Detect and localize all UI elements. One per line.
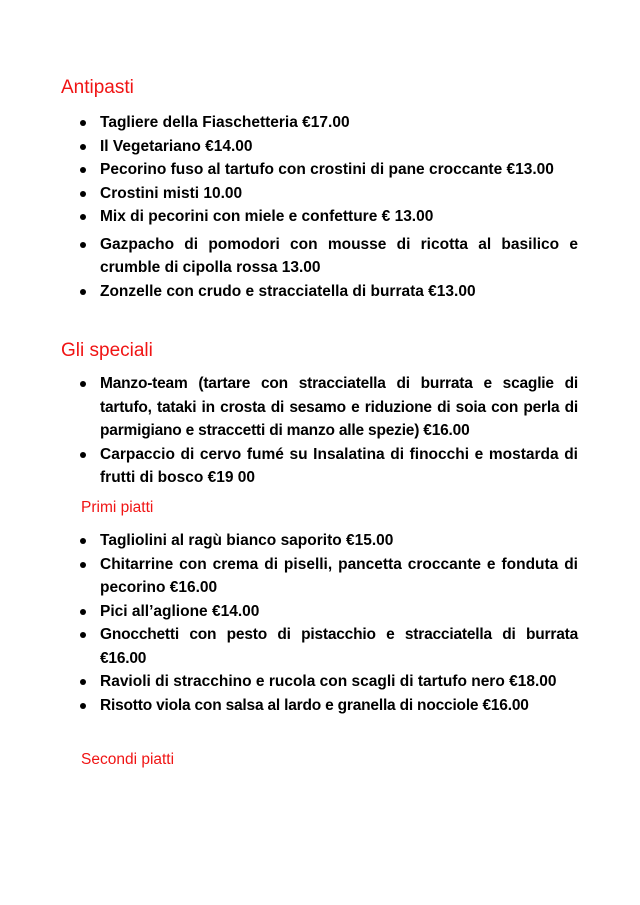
menu-item: Tagliolini al ragù bianco saporito €15.00: [0, 529, 578, 553]
bullet-icon: [80, 562, 86, 568]
bullet-icon: [80, 289, 86, 295]
bullet-icon: [80, 632, 86, 638]
menu-item: Chitarrine con crema di piselli, pancetta croccante e fonduta di pecorino €16.00: [0, 553, 578, 600]
bullet-icon: [80, 452, 86, 458]
menu-item: Carpaccio di cervo fumé su Insalatina di finocchi e mostarda di frutti di bosco €19 00: [0, 443, 578, 490]
menu-item: Zonzelle con crudo e stracciatella di burrata €13.00: [0, 280, 578, 304]
bullet-icon: [80, 381, 86, 387]
bullet-icon: [80, 191, 86, 197]
bullet-icon: [80, 120, 86, 126]
menu-item: Mix di pecorini con miele e confetture € 13.00: [0, 205, 578, 229]
bullet-icon: [80, 609, 86, 615]
primi-list: [0, 529, 640, 717]
antipasti-list: [0, 111, 640, 303]
bullet-icon: [80, 679, 86, 685]
menu-item: Gazpacho di pomodori con mousse di ricotta al basilico e crumble di cipolla rossa 13.00: [0, 233, 578, 280]
menu-item: Risotto viola con salsa al lardo e granella di nocciole €16.00: [0, 694, 578, 718]
bullet-icon: [80, 703, 86, 709]
menu-item: Gnocchetti con pesto di pistacchio e stracciatella di burrata €16.00: [0, 623, 578, 670]
bullet-icon: [80, 538, 86, 544]
menu-item: Crostini misti 10.00: [0, 182, 578, 206]
menu-item: Pici all’aglione €14.00: [0, 600, 578, 624]
section-title-antipasti: Antipasti: [61, 77, 134, 98]
speciali-list: [0, 372, 640, 490]
menu-item: Tagliere della Fiaschetteria €17.00: [0, 111, 578, 135]
bullet-icon: [80, 214, 86, 220]
section-title-secondi: Secondi piatti: [81, 751, 175, 768]
menu-item: Pecorino fuso al tartufo con crostini di pane croccante €13.00: [0, 158, 578, 182]
section-title-speciali: Gli speciali: [61, 340, 153, 361]
section-title-primi: Primi piatti: [81, 499, 154, 516]
menu-item: Manzo-team (tartare con stracciatella di burrata e scaglie di tartufo, tataki in crosta di sesamo e riduzione di soia con perla di parmigiano e straccetti di manzo alle spezie) €16.00: [0, 372, 578, 443]
menu-item: Il Vegetariano €14.00: [0, 135, 578, 159]
bullet-icon: [80, 167, 86, 173]
menu-item: Ravioli di stracchino e rucola con scagli di tartufo nero €18.00: [0, 670, 578, 694]
bullet-icon: [80, 242, 86, 248]
bullet-icon: [80, 144, 86, 150]
